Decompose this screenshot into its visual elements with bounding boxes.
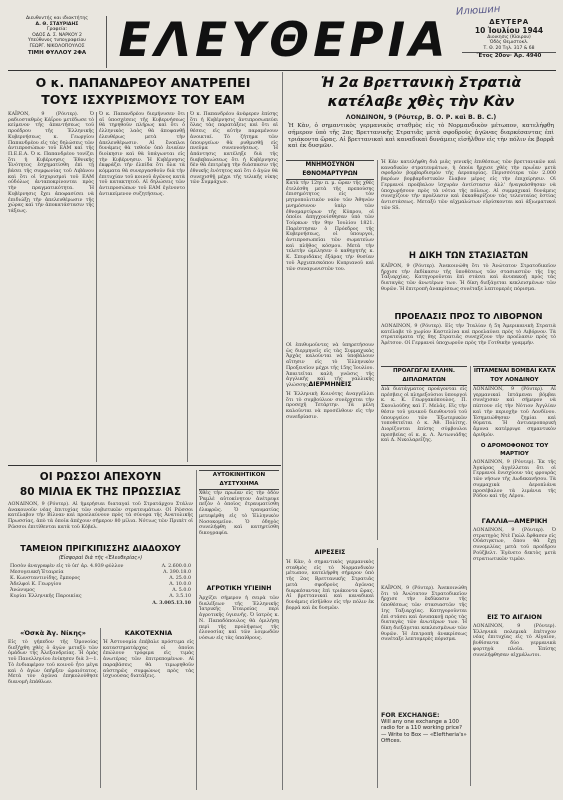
column-divider <box>196 470 197 790</box>
publisher-line: Α. Θ. ΣΤΑΥΡΙΔΗΣ <box>35 21 79 27</box>
diermineia-headline: ΔΙΕΡΜΗΝΕΙΣ <box>308 381 352 388</box>
newspaper-logo: ΕΛΕΥΘΕΡΙΑ <box>118 13 450 68</box>
ledger-label: Ποσὸν ἀναγραφὲν εἰς τὸ ὑπ' ἀρ. 4.939 φύλλον <box>10 564 124 569</box>
publisher-line: ΓΕΩΡΓ. ΝΙΚΟΛΟΠΟΥΛΟΣ <box>29 43 85 49</box>
office-info: Τ. Θ. 20 Τηλ. 317 & 68 <box>483 45 535 51</box>
publisher-line: ΟΔΟΣ Δ. Σ. ΝΑΡΚΟΥ 2 <box>32 32 82 38</box>
ledger-label: Κυρίαι Ἑλληνικῆς Παροικίας <box>10 594 82 599</box>
issue-date: 10 Ἰουλίου 1944 <box>474 26 544 35</box>
papandreou-headline-2: ΤΟΥΣ ΙΣΧΥΡΙΣΜΟΥΣ ΤΟΥ ΕΑΜ <box>41 92 245 107</box>
russians-headline: ΟΙ ΡΩΣΣΟΙ ΑΠΕΧΟΥΝ <box>39 471 162 483</box>
trial-body: ΚΑΪΡΟΝ, 9 (Ρόυτερ). Ἀνεκοινώθη ὅτι τὸ Ἀνώτατον Στρατοδικεῖον ἤρχισε τὴν ἐκδίκασιν τῆς ὑποθέσεως τῶν στασιαστῶν τῆς 1ης Ταξιαρχίας. Κατηγοροῦνται ἐπὶ στάσει καὶ ἀνυπακοῇ πρὸς τὰς διαταγὰς τῶν ἀνωτέρων των. Ἡ δίκη διεξάγεται κεκλεισμένων τῶν θυρῶν. Ἡ ἐπιτροπὴ ἀνακρίσεως συνέταξε λεπτομερὲς πόρισμα. <box>381 264 556 292</box>
handwritten-annotation: Илюшин <box>455 3 501 18</box>
publisher-line: Υπεύθυνος τυπογραφείου <box>28 38 86 44</box>
russians-headline-2: 80 ΜΙΛΙΑ ΕΚ ΤΗΣ ΠΡΩΣΣΙΑΣ <box>19 486 182 498</box>
column-divider <box>470 366 471 786</box>
ledger-label: Μεσογειακὴ Ἑταιρεία <box>10 570 64 575</box>
ledger-amount: Λ. 390.18.0 <box>163 570 191 575</box>
office-info: Ὁδὸς Θεμιστοκλ. <box>489 40 529 46</box>
publisher-line: Διευθυντής και ιδιοκτήτης <box>26 16 88 21</box>
for-exchange-notice <box>381 712 467 788</box>
ledger-amount: Λ. 5.0.0 <box>172 588 191 593</box>
diplomats-headline: ΠΡΟΑΓΩΓΑΙ ΕΛΛΗΝ. ΔΙΠΛΩΜΑΤΩΝ <box>381 366 467 386</box>
raids-headline: ΙΠΤΑΜΕΝΑΙ ΒΟΜΒΑΙ ΚΑΤΑ ΤΟΥ ΛΟΝΔΙΝΟΥ <box>473 366 556 386</box>
column-divider <box>187 112 188 462</box>
office-info: Διοικησις (Κίαιρου) <box>487 35 531 40</box>
for-exchange-body: Will any one exchange a 100 radio for a 110 working price? — Write to Box — «Eleftheria's» Offices. <box>381 718 467 745</box>
kakotechnia-headline: ΚΑΚΟΤΕΧΝΙΑ <box>124 629 173 637</box>
sports-body: Εἰς τὸ γήπεδον τῆς Ὁμονοίας διεξήχθη χθὲς ὁ ἀγὼν μεταξὺ τῶν ὁμάδων τῆς Ἀλεξανδρείας. Ἡ ὁμὰς τοῦ Πανελληνίου ἐνίκησεν διὰ 3—1. Τὸ ἐνδιαφέρον τοῦ κοινοῦ ἦτο μέγα καὶ ὁ ἀγὼν ὑπῆρξεν ὡραιότατος. Μετὰ τὸν ἀγῶνα ἐπηκολούθησε διανομὴ ἐπάθλων. <box>8 640 98 685</box>
ledger-amount: Λ. 3.5.10 <box>169 594 191 599</box>
misc-body: Ἡ Κὰν, ὁ σημαντικὸς γερμανικὸς σταθμὸς εἰς τὸ Νορμανδικὸν μέτωπον, κατελήφθη σήμερον ὑπὸ τῆς 2ας Βρεττανικῆς Στρατιᾶς μετὰ σφοδροὺς ἀγῶνας διαρκέσαντας ἐπὶ τριάκοντα ὥρας. Αἱ βρεττανικαὶ καὶ καναδικαὶ δυνάμεις εἰσῆλθον εἰς τὴν πόλιν ἐκ βορρᾶ καὶ ἐκ δυσμῶν. <box>286 560 374 611</box>
column-divider <box>282 552 283 790</box>
ledger-label: Ἀδελφοὶ Κ. Γεωργίου <box>10 582 62 587</box>
tameion-headline: ΤΑΜΕΙΟΝ ΠΡΙΓΚΙΠΙΣΣΗΣ ΔΙΑΔΟΧΟΥ <box>20 543 181 553</box>
britain-headline: Ἡ 2α Βρεττανικὴ Στρατιὰ <box>320 75 522 91</box>
ledger-amount: Λ. 25.0.0 <box>169 576 191 581</box>
ledger-label: Ἀνώνυμος <box>10 588 35 593</box>
column-divider <box>100 628 101 788</box>
ledger-label: Κ. Κωνσταντινίδης, ἔμπορος <box>10 576 81 581</box>
aegean-body: ΛΟΝΔΙΝΟΝ, 9 (Ρόυτερ). Ἑλληνικὰ πολεμικὰ ἐπέτυχον νέας ἐπιτυχίας εἰς τὸ Αἰγαῖον, βυθίσαντα δύο γερμανικὰ φορτηγὰ πλοῖα. Ἐπίσης συνελήφθησαν αἰχμάλωτοι. <box>473 624 556 658</box>
main-divider <box>282 72 283 552</box>
britain-lead: Ἡ Κὰν, ὁ σημαντικὸς γερμανικὸς σταθμὸς εἰς τὸ Νορμανδικὸν μέτωπον, κατελήφθη σήμερον ὑπὸ τῆς 2ας Βρεττανικῆς Στρατιᾶς μετὰ σφοδροὺς ἀγῶνας διαρκέσαντας ἐπὶ τριάκοντα ὥρας. Αἱ βρεττανικαὶ καὶ καναδικαὶ δυνάμεις εἰσῆλθον εἰς τὴν πόλιν ἐκ βορρᾶ καὶ ἐκ δυσμῶν. <box>288 123 554 150</box>
gallia-body: ΛΟΝΔΙΝΟΝ, 9 (Ρόυτερ). Ὁ στρατηγὸς Ντὲ Γκὼλ ἔφθασεν εἰς Οὐάσιγκτων, ὅπου θὰ ἔχῃ συνομιλίας μετὰ τοῦ προέδρου Ροῦζβελτ. Ἐγένετο δεκτὸς μετὰ στρατιωτικῶν τιμῶν. <box>473 528 556 562</box>
publisher-line: Γραφεία: <box>46 27 68 33</box>
autokinito-headline: ΑΥΤΟΚΙΝΗΤΙΚΟΝ ΔΥΣΤΥΧΗΜΑ <box>199 470 279 490</box>
misc-headline: ΑΙΡΕΣΕΙΣ <box>314 549 346 556</box>
russians-body: ΛΟΝΔΙΝΟΝ, 9 (Ρόυτερ). Αἱ ἡμερήσιαι διαταγαὶ τοῦ Στρατάρχου Στάλιν ἀνακοινοῦν νέας ἐπιτυχίας τῶν σοβιετικῶν στρατευμάτων. Οἱ Ρῶσσοι κατέλαβον τὴν Βίλναν καὶ προελαύνουν πρὸς τὰ σύνορα τῆς Ἀνατολικῆς Πρωσσίας, ἀπὸ τὰ ὁποῖα ἀπέχουν σήμερον 80 μίλια. Νότιως τῶν Πριπὲτ οἱ Ρῶσσοι ἐπιτίθενται κατὰ τοῦ Κόβελ. <box>8 502 193 530</box>
column-divider <box>377 548 378 788</box>
masthead <box>8 13 556 68</box>
papandreou-column-3: Ὁ κ. Παπανδρέου ἀνέφερεν ἐπίσης ὅτι ἡ Κυβέρνησις ἀντιπροσωπεύει ὅλας τὰς παρατάξεις καὶ ὅτι αἱ θέσεις εἰς αὐτὴν παραμένουν ἀνοικταί. Τὸ ζήτημα τῶν ὑπουργείων θὰ ρυθμισθῇ εἰς πνεῦμα συνεννοήσεως. Ἡ ἀπάντησις κατέληξε διὰ τῆς διαβεβαιώσεως ὅτι ἡ Κυβέρνησις δὲν θὰ ἐπιτρέψῃ τὴν διάσπασιν τῆς ἐθνικῆς ἑνότητος καὶ ὅτι ὁ ἀγὼν θὰ συνεχισθῇ μέχρι τῆς τελικῆς νίκης τῶν Συμμάχων. <box>190 112 278 186</box>
for-exchange-title: FOR EXCHANGE: <box>381 711 440 719</box>
livorno-body: ΛΟΝΔΙΝΟΝ, 9 (Ρόυτερ). Εἰς τὴν Ἰταλίαν ἡ 5η Ἀμερικανικὴ Στρατιὰ κατέλαβε τὸ χωρίον Καστελίνα καὶ προελαύνει πρὸς τὸ Λιβόρνον. Τὰ στρατεύματα τῆς 8ης Στρατιᾶς συνεχίζουν τὴν προέλασιν πρὸς τὸ Ἀρέτσον. Οἱ Γερμανοὶ ὑποχωροῦν πρὸς τὴν Γοτθικὴν γραμμήν. <box>381 324 556 347</box>
memorial-continued: Οἱ ἐπιθυμοῦντες νὰ ὑπηρετήσουν ὡς διερμηνεῖς εἰς τὰς Συμμαχικὰς Ἀρχὰς καλοῦνται νὰ ὑποβάλουν αἴτησιν εἰς τὸ Ἑλληνικὸν Προξενεῖον μέχρι τῆς 15ης Ἰουλίου. Ἀπαιτεῖται καλὴ γνῶσις τῆς ἀγγλικῆς καὶ τῆς γαλλικῆς γλώσσης. <box>286 343 374 388</box>
tameion-ledger <box>10 564 191 624</box>
papandreou-column-2: Ὁ κ. Παπανδρέου διεμήνυσεν ὅτι αἱ ὑποσχέσεις τῆς Κυβερνήσεως θὰ τηρηθοῦν πλήρως καὶ ὅτι ὁ ἑλληνικὸς λαὸς θὰ ἀποφανθῇ ἐλευθέρως μετὰ τὴν ἀπελευθέρωσιν. Αἱ ἔνοπλοι δυνάμεις θὰ τεθοῦν ὑπὸ ἑνιαίαν διοίκησιν καὶ θὰ ὑπάγωνται εἰς τὴν Κυβέρνησιν. Ἡ Κυβέρνησις ἐκφράζει τὴν ἐλπίδα ὅτι ὅλα τὰ κόμματα θὰ συνεργασθοῦν διὰ τὴν ἐπιτυχίαν τοῦ κοινοῦ ἀγῶνος κατὰ τοῦ κατακτητοῦ. Αἱ δηλώσεις τῶν ἀντιπροσώπων τοῦ ΕΑΜ ἐγένοντο ἀντικείμενον συζητήσεως. <box>99 112 185 197</box>
column-divider <box>96 112 97 462</box>
ledger-amount: Λ. 2.600.0.0 <box>161 564 191 569</box>
agrotiki-body: Ἀρχίζει σήμερον ἡ σειρὰ τῶν διαλέξεων τῆς Ἑλληνικῆς Ἰατρικῆς Ἑταιρείας περὶ ἀγροτικῆς ὑγιεινῆς. Ὁ ἰατρὸς κ. Ν. Παπαδόπουλος θὰ ὁμιλήσῃ περὶ τῆς προλήψεως τῆς ἑλονοσίας καὶ τῶν λοιμωδῶν νόσων εἰς τὰς ὑπαίθρους. <box>199 596 279 641</box>
issue-price: ΤΙΜΗ ΦΥΛΛΟΥ 2ΦΑ <box>27 49 87 56</box>
memorial-body: Κατὰ τὴν 12ην π. μ. ὥραν τῆς χθὲς ἐτελέσθη μετὰ τῆς πρεπούσης ἐπισημότητος εἰς τὸν μητροπολιτικὸν ναὸν τῶν Ἀθηνῶν μνημόσυνον ὑπὲρ τῶν ἐθνομαρτύρων τῆς Κύπρου, οἱ ὁποῖοι ἀπηγχονίσθησαν ὑπὸ τῶν Τούρκων τὴν 9ην Ἰουλίου 1821. Παρέστησαν ὁ Πρόεδρος τῆς Κυβερνήσεως, οἱ ὑπουργοί, ἀντιπροσωπεῖαι τῶν σωματείων καὶ πλῆθος κόσμου. Μετὰ τὴν τελετὴν ὡμίλησεν ὁ καθηγητὴς κ. Κ. Σπυριδάκις ἐξάρας τὴν θυσίαν τοῦ Ἀρχιεπισκόπου Κυπριανοῦ καὶ τῶν συναγωνιστῶν του. <box>286 181 374 272</box>
britain-continued: Ἡ Κὰν κατελήφθη διὰ μιᾶς γενικῆς ἐπιθέσεως τῶν βρεττανικῶν καὶ καναδικῶν στρατευμάτων, ἡ ὁποία ἤρχισε χθὲς τὴν πρωΐαν μετὰ σφοδρὸν βομβαρδισμὸν τῆς ἀεροπορίας. Περισσότερα τῶν 2.000 βαρέων βομβαρδιστικῶν ἔλαβον μέρος εἰς τὴν ἐπιχείρησιν. Οἱ Γερμανοὶ προέβαλον ἰσχυρὰν ἀντίστασιν ἀλλ' ἠναγκάσθησαν νὰ ὑποχωρήσουν πρὸς τὰ νότια τῆς πόλεως. Αἱ συμμαχικαὶ δυνάμεις συνεχίζουν τὴν προέλασιν καὶ ἐκκαθαρίζουν τὰς τελευταίας ἑστίας ἀντιστάσεως. Μεταξὺ τῶν αἰχμαλώτων εὑρίσκονται καὶ ἀξιωματικοὶ τῶν SS. <box>381 160 556 211</box>
britain-dateline: ΛΟΝΔΙΝΟΝ, 9 (Ρόυτερ, Β. Ο. Ρ. καὶ Β. Β. C.) <box>345 114 497 121</box>
papandreou-column-1: ΚΑΪΡΟΝ, 9 (Ρόυτερ). Ὁ ραδιοσταθμὸς Κάΐρου μετέδωσε τὸ κείμενον τῆς ἀπαντήσεως τοῦ προέδρου τῆς Ἑλληνικῆς Κυβερνήσεως κ. Γεωργίου Παπανδρέου εἰς τὰς δηλώσεις τῶν ἀντιπροσώπων τοῦ ΕΑΜ καὶ τῆς Π.Ε.Ε.Α. Ὁ κ. Παπανδρέου τονίζει ὅτι ἡ Κυβέρνησις Ἐθνικῆς Ἑνότητος ἐσχηματίσθη ἐπὶ τῇ βάσει τῆς συμφωνίας τοῦ Λιβάνου καὶ ὅτι οἱ ἰσχυρισμοὶ τοῦ ΕΑΜ οὐδόλως ἀνταποκρίνονται πρὸς τὴν πραγματικότητα. Ἡ Κυβέρνησις ἔχει ἀποφασίσει νὰ ἐπιδιώξῃ τὴν ἀπελευθέρωσιν τῆς χώρας καὶ τὴν ἀποκατάστασιν τῆς τάξεως. <box>8 112 94 214</box>
column-divider <box>377 160 378 540</box>
dodecanese-body: ΛΟΝΔΙΝΟΝ, 9 (Ρόυτερ). Ἐκ τῆς Ἀγκύρας ἀγγέλλεται ὅτι οἱ Γερμανοὶ ἐνισχύουν τὰς φρουρὰς τῶν νήσων τῆς Δωδεκανήσου. Τὰ συμμαχικὰ ἀεροπλάνα προσέβαλον τὰ λιμάνια τῆς Ρόδου καὶ τῆς Λέρου. <box>473 460 556 500</box>
agrotiki-headline: ΑΓΡΟΤΙΚΗ ΥΓΙΕΙΝΗ <box>206 585 272 592</box>
raids-body: ΛΟΝΔΙΝΟΝ, 9 (Ρόυτερ). Αἱ γερμανικαὶ ἱπτάμεναι βόμβαι συνέχισαν καὶ σήμερον νὰ πίπτουν εἰς τὴν Νότιον Ἀγγλίαν καὶ τὴν περιοχὴν τοῦ Λονδίνου. Ἐσημειώθησαν ζημίαι καὶ θύματα. Ἡ ἀντιαεροπορικὴ ἄμυνα κατέρριψε σημαντικὸν ἀριθμόν. <box>473 387 556 438</box>
diplomats-continued: ΚΑΪΡΟΝ, 9 (Ρόυτερ). Ἀνεκοινώθη ὅτι τὸ Ἀνώτατον Στρατοδικεῖον ἤρχισε τὴν ἐκδίκασιν τῆς ὑποθέσεως τῶν στασιαστῶν τῆς 1ης Ταξιαρχίας. Κατηγοροῦνται ἐπὶ στάσει καὶ ἀνυπακοῇ πρὸς τὰς διαταγὰς τῶν ἀνωτέρων των. Ἡ δίκη διεξάγεται κεκλεισμένων τῶν θυρῶν. Ἡ ἐπιτροπὴ ἀνακρίσεως συνέταξε λεπτομερὲς πόρισμα. <box>381 586 467 643</box>
gallia-headline: ΓΑΛΛΙΑ—ΑΜΕΡΙΚΗ <box>481 517 548 525</box>
masthead-date-box <box>462 18 556 68</box>
ledger-amount: Λ. 10.0.0 <box>169 582 191 587</box>
ledger-total-row <box>10 600 191 606</box>
kakotechnia-body: Ἡ Ἀστυνομία ἐπέβαλε πρόστιμα εἰς καταστηματάρχας οἱ ὁποῖοι ἐπώλουν τρόφιμα εἰς τιμὰς ἀνωτέρας τῶν ἐπιτρεπομένων. Αἱ παραβάσεις θὰ τιμωρηθοῦν αὐστηρῶς συμφώνως πρὸς τὰς ἰσχυούσας διατάξεις. <box>103 640 194 680</box>
sports-headline: «Ὀσκὰ Ἀγ. Νίκης» <box>20 629 86 637</box>
ledger-total: Λ. 3.005.13.10 <box>152 600 191 606</box>
memorial-headline: ΜΝΗΜΟΣΥΝΟΝ ΕΘΝΟΜΑΡΤΥΡΩΝ <box>286 160 374 180</box>
papandreou-headline: Ο κ. ΠΑΠΑΝΔΡΕΟΥ ΑΝΑΤΡΕΠΕΙ <box>35 75 251 90</box>
aegean-headline: ΕΙΣ ΤΟ ΑΙΓΑΙΟΝ <box>487 613 542 621</box>
tameion-subhead: (Εἰσφοραὶ διὰ τῆς «Ἐλευθερίας») <box>58 555 143 561</box>
autokinito-body: Χθὲς τὴν πρωΐαν εἰς τὴν ὁδὸν Ῥαμλὲ αὐτοκίνητον ἀνέτρεψε πεζὸν ὁ ὁποῖος ἐτραυματίσθη ἐλαφρῶς. Ὁ τραυματίας μετεφέρθη εἰς τὸ Ἑλληνικὸν Νοσοκομεῖον. Ὁ ὁδηγὸς συνελήφθη καὶ κατηρτίσθη δικογραφία. <box>199 491 279 536</box>
dodecanese-headline: Ο ΔΡΟΜΟΦΟΝΟΣ ΤΟΥ ΜΑΡΤΙΟΥ <box>480 443 549 457</box>
diplomats-body: Διὰ διατάγματος προάγονται εἰς πρέσβεις οἱ πληρεξούσιοι ὑπουργοὶ κ. κ. Κ. Γεωργακόπουλος, Π. Σκουλούδης καὶ Γ. Μελᾶς. Εἰς τὴν θέσιν τοῦ γενικοῦ διευθυντοῦ τοῦ ὑπουργείου τῶν Ἐξωτερικῶν τοποθετεῖται ὁ κ. Ἀθ. Πολίτης. Διορίζονται ἐπίσης σύμβουλοι πρεσβείας οἱ κ. κ. Λ. Ἀντωνιάδης καὶ Δ. Νικολαρεΐζης. <box>381 387 467 444</box>
issue-day: ΔΕΥΤΕΡΑ <box>489 18 529 26</box>
trial-headline: Η ΔΙΚΗ ΤΩΝ ΣΤΑΣΙΑΣΤΩΝ <box>408 251 529 261</box>
livorno-headline: ΠΡΟΕΛΑΣΙΣ ΠΡΟΣ ΤΟ ΛΙΒΟΡΝΟΝ <box>394 311 543 321</box>
masthead-publisher-box <box>8 16 107 68</box>
masthead-rule <box>8 70 556 71</box>
britain-headline-2: κατέλαβε χθὲς τὴν Κὰν <box>327 94 515 110</box>
diermineia-body: Ἡ Ἑλληνικὴ Κοινότης ἀναγγέλλει ὅτι τὸ συμβούλιον συνέρχεται τὴν προσεχῆ Τετάρτην. Τὰ μέλη καλοῦνται νὰ προσέλθουν εἰς τὴν συνεδρίασιν. <box>286 392 374 420</box>
section-rule <box>8 465 281 466</box>
issue-number: Ἔτος 20ον· Ἀρ. 4940 <box>462 52 556 59</box>
